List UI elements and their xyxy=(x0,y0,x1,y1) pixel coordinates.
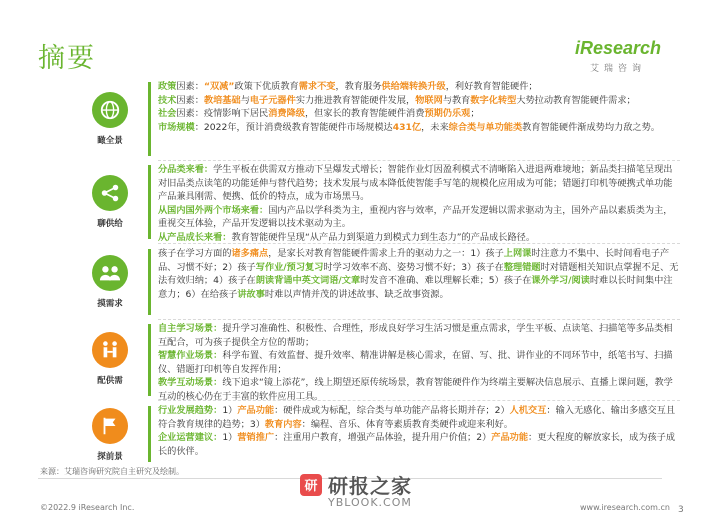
section-divider xyxy=(158,243,680,244)
section-paragraph xyxy=(158,247,680,301)
highlight-run: 需求不变 xyxy=(298,81,336,92)
page-title: 摘要 xyxy=(38,43,96,74)
text-run: 与教育 xyxy=(442,94,471,106)
section-content xyxy=(158,80,680,134)
text-run: ：输入无感化、输出多感交互且符合教育规律的趋势；3） xyxy=(158,405,676,430)
text-run: 实力推进教育智能硬件发展， xyxy=(295,94,416,106)
text-run: ，教育服务 xyxy=(335,81,382,92)
section-paragraph xyxy=(158,107,680,121)
highlight-run: 诸多痛点 xyxy=(231,248,269,259)
highlight-run: 教学互动场景： xyxy=(158,377,223,389)
highlight-run: 431亿 xyxy=(392,121,422,133)
highlight-run: 电子元器件 xyxy=(249,94,296,106)
match-icon xyxy=(92,332,128,368)
summary-section xyxy=(80,404,676,464)
highlight-run: 综合类与单功能类 xyxy=(448,121,523,133)
section-paragraph xyxy=(158,204,680,231)
text-run: ：2022年，预计消费级教育智能硬件市场规模达 xyxy=(194,121,393,133)
people-icon xyxy=(92,255,128,291)
text-run: 国内产品以学科类为主，重视内容与效率，产品开发逻辑以需求驱动为主，国外产品以素质类为主，重视交互体验，产品开发逻辑以技术驱动为主。 xyxy=(158,204,673,230)
text-run: ，利好教育智能硬件； xyxy=(445,81,538,92)
highlight-run: 政策 xyxy=(158,81,177,92)
highlight-run: “双减” xyxy=(203,81,235,92)
accent-bar xyxy=(148,82,151,156)
text-run: 时难以长时间集中注意力；6）在给孩子 xyxy=(158,275,673,300)
globe-icon xyxy=(92,92,128,128)
accent-bar xyxy=(148,406,151,462)
section-label: 瞰全景 xyxy=(97,136,123,146)
highlight-run: 行业发展趋势： xyxy=(158,405,223,416)
text-run: 提升学习准确性、积极性、合理性，形成良好学习生活习惯是重点需求，学生平板、点读笔、扫描笔等多品类相互配合，可为孩子提供全方位的帮助； xyxy=(158,323,673,348)
text-run: 与 xyxy=(240,94,250,106)
summary-section xyxy=(80,247,679,317)
highlight-run: 教培基础 xyxy=(203,94,241,106)
highlight-run: 智慧作业场景： xyxy=(158,350,223,362)
highlight-run: 教育内容 xyxy=(264,418,302,430)
site-url[interactable]: www.iresearch.com.cn xyxy=(580,503,670,512)
highlight-run: 企业运营建议： xyxy=(158,432,223,444)
text-run: 政策下优质教育 xyxy=(234,81,299,92)
section-content xyxy=(158,247,680,301)
text-run: ，未来 xyxy=(421,121,449,133)
accent-bar xyxy=(148,165,151,239)
watermark xyxy=(300,470,412,509)
text-run: ：硬件成或为标配，综合类与单功能产品将长期并存；2） xyxy=(274,405,510,416)
section-label: 摸需求 xyxy=(97,299,123,309)
text-run: 时对错题相关知识点掌握不足、无法有效归纳；4）孩子在 xyxy=(158,261,679,287)
text-run: 1） xyxy=(222,432,238,444)
text-run: 1） xyxy=(222,405,238,416)
text-run: 时注意力不集中、长时间看电子产品、习惯不好；2）孩子 xyxy=(158,248,670,273)
logo-sub-text: 艾瑞咨询 xyxy=(589,64,646,74)
text-run: 教育智能硬件呈现“从产品力到渠道力到模式力到生态力”的产品成长路径。 xyxy=(231,231,536,243)
share-icon xyxy=(92,175,128,211)
highlight-run: 朗读背诵中英文词语/文章 xyxy=(255,275,361,287)
section-paragraph xyxy=(158,404,680,431)
text-run: 孩子在学习方面的 xyxy=(158,248,232,259)
section-label: 聊供给 xyxy=(97,219,123,229)
section-divider xyxy=(158,319,680,320)
accent-bar xyxy=(148,324,151,396)
watermark-text: 研报之家 xyxy=(328,474,412,498)
text-run: 时发音不准确、难以理解长难；5）孩子在 xyxy=(360,275,532,287)
watermark-url: YBLOOK.COM xyxy=(328,496,412,509)
highlight-run: 营销推广 xyxy=(237,432,275,444)
text-run: 科学布置、有效监督、提升效率、精准讲解是核心需求，在留、写、批、讲作业的不同环节中，纸笔书写、扫描仪、错题打印机等自发挥作用； xyxy=(158,350,673,375)
text-run: 因素： xyxy=(176,94,204,106)
accent-bar xyxy=(148,249,151,315)
section-content xyxy=(158,404,680,458)
highlight-run: 讲故事 xyxy=(237,288,265,300)
highlight-run: 课外学习/阅读 xyxy=(531,275,590,287)
section-divider xyxy=(158,160,680,161)
summary-section xyxy=(80,80,660,158)
text-run: 线下追求“镜上添花”，线上期望还原传统场景，教育智能硬件作为终端主要解决信息展示、直播上课问题，教学互动的核心仍在于丰富的软件应用工具。 xyxy=(158,377,673,402)
text-run: 大势拉动教育智能硬件需求； xyxy=(516,94,636,106)
text-run: 时学习效率不高、姿势习惯不好；3）孩子在 xyxy=(323,261,504,273)
highlight-run: 人机交互 xyxy=(509,405,547,416)
highlight-run: 产品功能 xyxy=(491,432,529,444)
highlight-run: 从产品成长来看： xyxy=(158,231,232,243)
section-label: 探前景 xyxy=(97,452,123,462)
highlight-run: 上网课 xyxy=(503,248,532,259)
iresearch-logo xyxy=(570,38,666,74)
section-paragraph xyxy=(158,349,680,376)
text-run: 教育智能硬件渐成势均力敌之势。 xyxy=(522,121,660,133)
text-run: 时难以声情并茂的讲述故事、缺乏故事资源。 xyxy=(264,288,449,300)
logo-main-text: iResearch xyxy=(574,38,662,58)
section-paragraph xyxy=(158,94,680,108)
section-label: 配供需 xyxy=(97,376,123,386)
section-paragraph xyxy=(158,121,680,135)
copyright: ©2022.9 iResearch Inc. xyxy=(40,503,135,512)
text-run: 因素： xyxy=(176,81,204,92)
summary-section xyxy=(80,163,673,243)
flag-icon xyxy=(92,408,128,444)
watermark-badge: 研 xyxy=(300,474,322,496)
highlight-run: 技术 xyxy=(158,94,177,106)
text-run: ； xyxy=(470,108,480,120)
summary-section xyxy=(80,322,673,402)
page-number: 3 xyxy=(678,505,684,515)
source-note: 来源：艾瑞咨询研究院自主研究及绘制。 xyxy=(40,467,184,476)
section-paragraph xyxy=(158,322,680,349)
highlight-run: 写作业/预习复习 xyxy=(255,261,324,273)
text-run: ，但家长的教育智能硬件消费 xyxy=(305,108,425,120)
text-run: ：编程、音乐、体育等素质教育类硬件或迎来利好。 xyxy=(301,418,513,430)
section-paragraph xyxy=(158,431,680,458)
highlight-run: 消费降级 xyxy=(268,108,305,120)
section-content xyxy=(158,322,680,404)
highlight-run: 从国内国外两个市场来看： xyxy=(158,204,269,216)
section-divider xyxy=(158,400,680,401)
highlight-run: 数字化转型 xyxy=(470,94,517,106)
highlight-run: 供给端转换升级 xyxy=(381,81,446,92)
text-run: ：更大程度的解放家长，成为孩子成长的伙伴。 xyxy=(158,432,676,457)
section-paragraph xyxy=(158,80,680,94)
highlight-run: 社会 xyxy=(158,108,177,120)
highlight-run: 物联网 xyxy=(415,94,443,106)
highlight-run: 市场规模 xyxy=(158,121,195,133)
highlight-run: 产品功能 xyxy=(237,405,275,416)
section-content xyxy=(158,163,680,245)
section-paragraph xyxy=(158,163,680,204)
text-run: 因素：疫情影响下居民 xyxy=(176,108,269,120)
highlight-run: 分品类来看： xyxy=(158,164,214,175)
text-run: ：注重用户教育，增强产品体验，提升用户价值；2） xyxy=(274,432,492,444)
highlight-run: 整理错题 xyxy=(503,261,541,273)
text-run: ，是家长对教育智能硬件需求上升的驱动力之一：1）孩子 xyxy=(268,248,504,259)
text-run: 学生平板在供需双方推动下呈爆发式增长；智能作业灯因盈利模式不清晰陷入进退两难境地；新品类扫描笔呈现出对旧品类点读笔的功能延伸与替代趋势；技术发展与成本降低使智能手写笔的规模化应用成为可能；错题打印机等硬携式单功能产品兼具刚需、便携、低价的特点，成为市场黑马。 xyxy=(158,164,673,203)
highlight-run: 预期仍乐观 xyxy=(424,108,471,120)
highlight-run: 自主学习场景： xyxy=(158,323,223,334)
